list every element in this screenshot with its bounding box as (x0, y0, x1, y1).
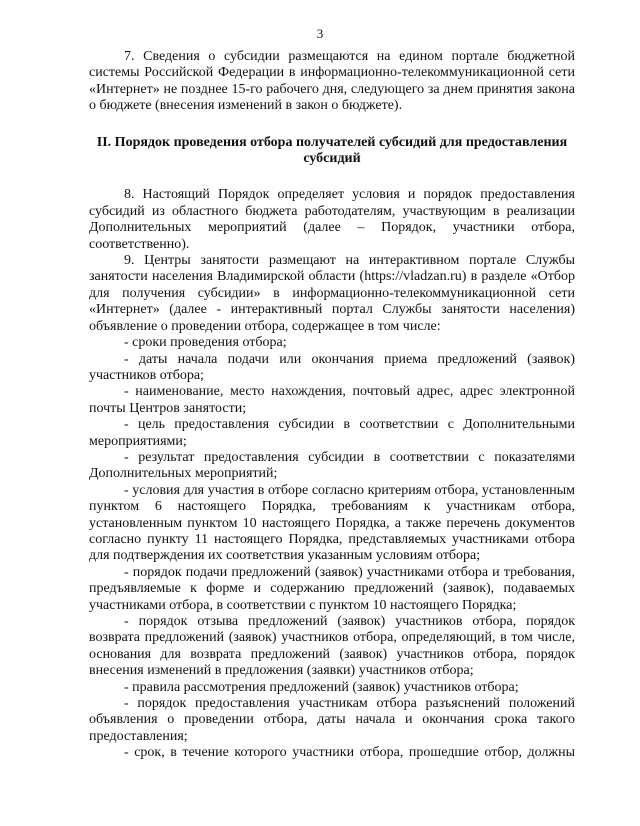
list-item: - сроки проведения отбора; (124, 335, 287, 351)
list-item: - правила рассмотрения предложений (заявок) участников отбора; (124, 679, 519, 695)
list-item: - даты начала подачи или окончания приема предложений (заявок) участников отбора; (89, 351, 575, 383)
list-item: - цель предоставления субсидии в соответствии с Дополнительными мероприятиями; (89, 417, 575, 449)
document-body (89, 49, 575, 762)
section-title: II. Порядок проведения отбора получателей субсидий для предоставления субсидий (96, 134, 568, 167)
list-item: - наименование, место нахождения, почтовый адрес, адрес электронной почты Центров занятости; (89, 384, 575, 416)
paragraph-7: 7. Сведения о субсидии размещаются на едином портале бюджетной системы Российской Федерации в информационно-телекоммуникационной сети «Интернет» не позднее 15-го рабочего дня, следующего за днем принятия закона о бюджете (внесения изменений в закон о бюджете). (89, 49, 575, 114)
list-item: - порядок отзыва предложений (заявок) участников отбора, порядок возврата предложений (заявок) участников отбора, определяющий, в том числе, основания для возврата предложений (заявок) участников отбора, порядок внесения изменений в предложения (заявки) участников отбора; (89, 614, 575, 679)
page-number: 3 (316, 26, 324, 41)
list-item: - условия для участия в отборе согласно критериям отбора, установленным пунктом 6 настоящего Порядка, требованиям к участникам отбора, установленным пунктом 10 настоящего Порядка, а также перечень документов согласно пункту 11 настоящего Порядка, представляемых участниками отбора для подтверждения их соответствия указанным условиям отбора; (89, 482, 575, 564)
paragraph-9: 9. Центры занятости размещают на интерактивном портале Службы занятости населения Владимирской области (https://vladzan.ru) в разделе «Отбор для получения субсидии» в информационно-телекоммуникационной сети «Интернет» (далее - интерактивный портал Службы занятости населения) объявление о проведении отбора, содержащее в том числе: (89, 253, 575, 334)
paragraph-8: 8. Настоящий Порядок определяет условия и порядок предоставления субсидий из областного бюджета работодателям, участвующим в реализации Дополнительных мероприятий (далее – Порядок, участники отбора, соответственно). (89, 187, 575, 252)
list-item: - результат предоставления субсидии в соответствии с показателями Дополнительных мероприятий; (89, 449, 575, 482)
list-item-continued: - срок, в течение которого участники отбора, прошедшие отбор, должны (124, 745, 575, 761)
list-item: - порядок предоставления участникам отбора разъяснений положений объявления о проведении отбора, даты начала и окончания срока такого предоставления; (89, 696, 575, 744)
list-item: - порядок подачи предложений (заявок) участниками отбора и требования, предъявляемые к форме и содержанию предложений (заявок), подаваемых участниками отбора, в соответствии с пунктом 10 настоящего Порядка; (89, 564, 575, 613)
